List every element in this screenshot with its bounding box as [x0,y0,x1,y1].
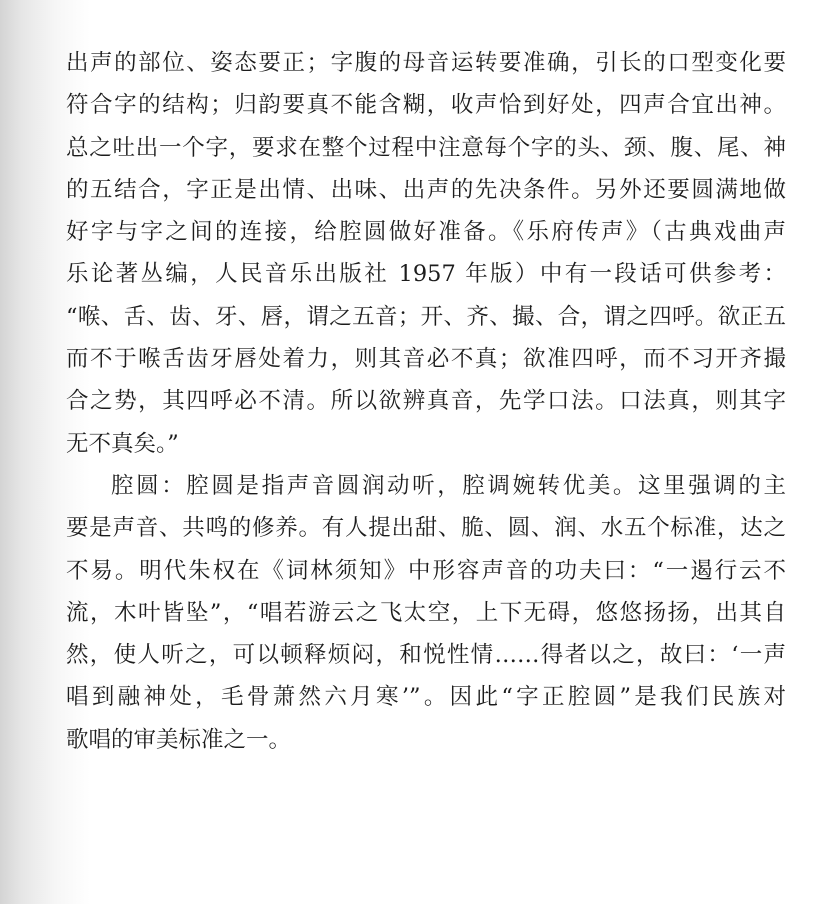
text-line: 而不于喉舌齿牙唇处着力，则其音必不真；欲准四呼，而不习开齐撮 [66,346,786,373]
text-line: 不易。明代朱权在《词林须知》中形容声音的功夫曰：“一遏行云不 [66,557,786,584]
paragraph-2 [66,465,786,761]
text-line: 总之吐出一个字，要求在整个过程中注意每个字的头、颈、腹、尾、神 [66,134,786,161]
text-line: 然，使人听之，可以顿释烦闷，和悦性情……得者以之，故曰：‘一声 [66,642,786,669]
text-line: 合之势，其四呼必不清。所以欲辨真音，先学口法。口法真，则其字 [66,388,786,415]
paragraph-1 [66,42,786,465]
text-line: 唱到融神处，毛骨萧然六月寒’”。因此“字正腔圆”是我们民族对 [66,684,786,711]
text-line: 无不真矣。” [66,430,179,457]
text-line: 的五结合，字正是出情、出味、出声的先决条件。另外还要圆满地做 [66,176,786,203]
text-line: 腔圆：腔圆是指声音圆润动听，腔调婉转优美。这里强调的主 [111,472,786,499]
text-line: 流，木叶皆坠”，“唱若游云之飞太空，上下无碍，悠悠扬扬，出其自 [66,599,786,626]
text-line: 符合字的结构；归韵要真不能含糊，收声恰到好处，四声合宜出神。 [66,92,786,119]
text-line: 乐论著丛编，人民音乐出版社 1957 年版）中有一段话可供参考： [66,261,786,288]
body-text [66,42,786,761]
text-line: “喉、舌、齿、牙、唇，谓之五音；开、齐、撮、合，谓之四呼。欲正五 [66,303,786,330]
text-line: 出声的部位、姿态要正；字腹的母音运转要准确，引长的口型变化要 [66,50,786,76]
text-line: 歌唱的审美标准之一。 [66,726,292,753]
text-line: 好字与字之间的连接，给腔圆做好准备。《乐府传声》（古典戏曲声 [66,219,786,246]
text-line: 要是声音、共鸣的修养。有人提出甜、脆、圆、润、水五个标准，达之 [66,515,786,542]
